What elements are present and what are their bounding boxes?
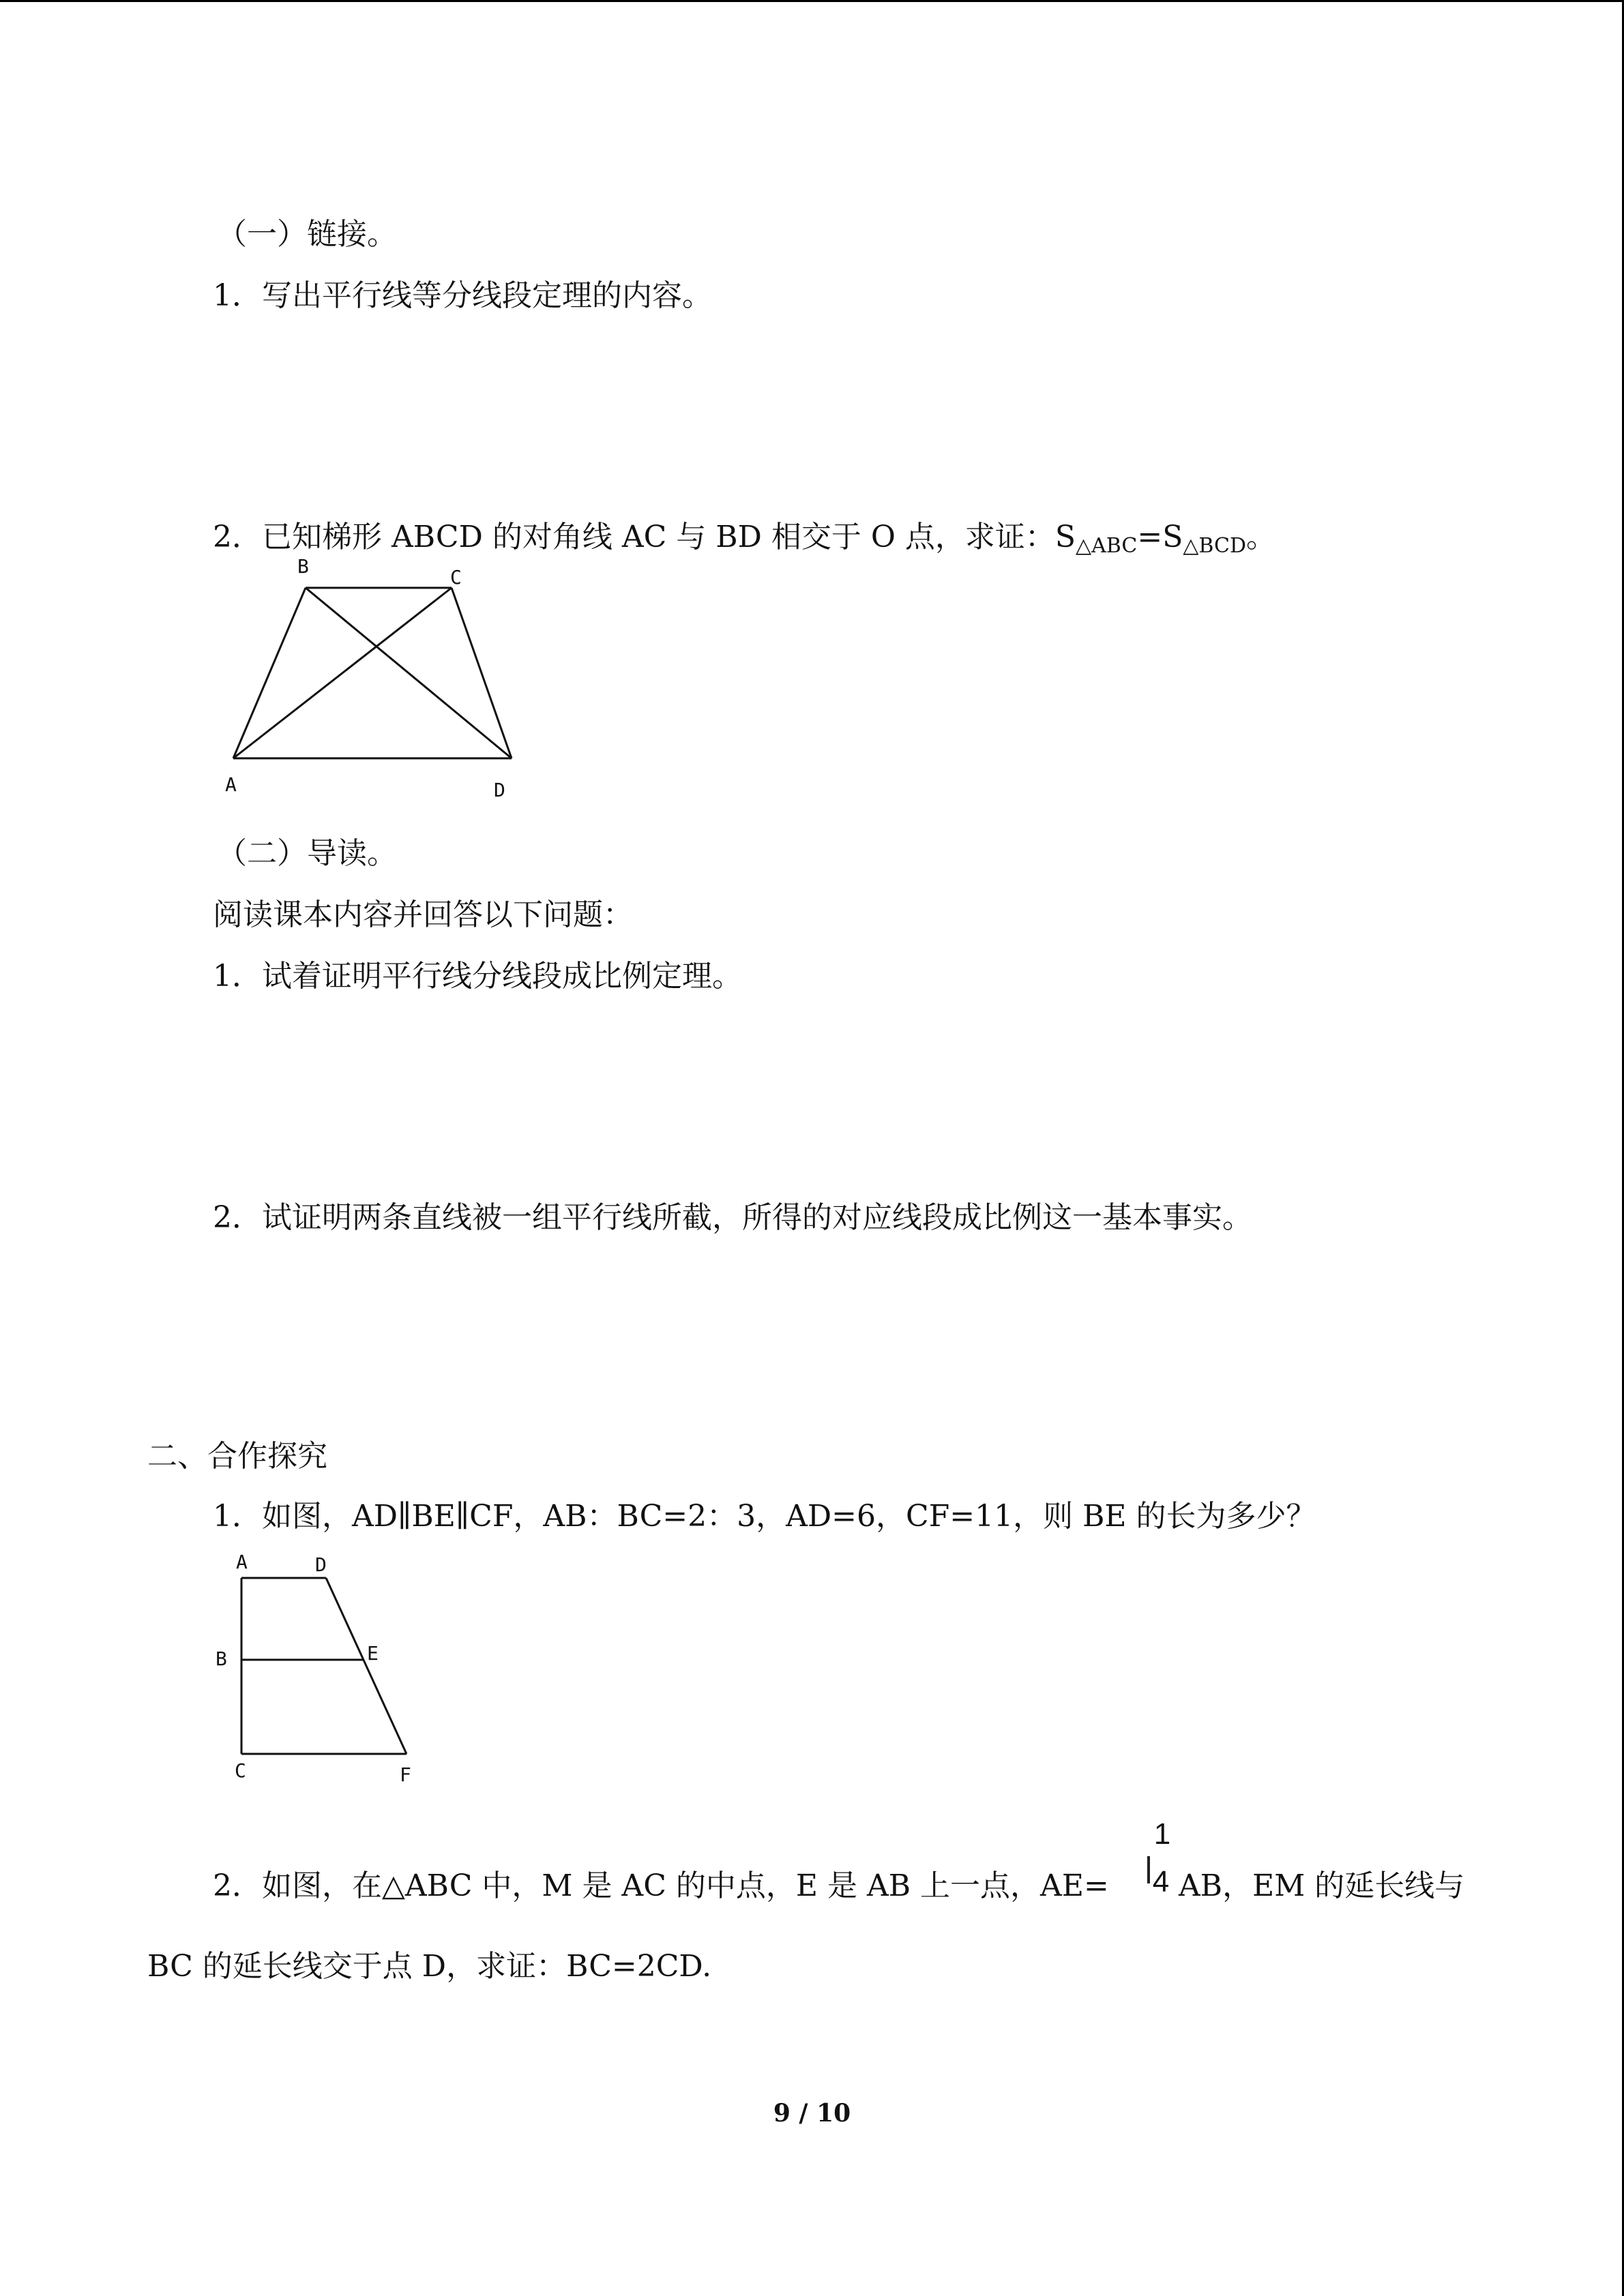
question-2-2: 2．试证明两条直线被一组平行线所截，所得的对应线段成比例这一基本事实。 bbox=[213, 1200, 1252, 1235]
subscript-bcd: △BCD bbox=[1183, 534, 1247, 558]
question-3-2-line2: BC 的延长线交于点 D，求证：BC=2CD. bbox=[147, 1949, 712, 1984]
label-d: D bbox=[494, 779, 505, 801]
label-d2: D bbox=[315, 1553, 327, 1576]
parallel-lines-figure bbox=[211, 1548, 430, 1793]
question-3-2-line1-b: AB，EM 的延长线与 bbox=[1179, 1868, 1465, 1903]
question-3-1: 1．如图，AD∥BE∥CF，AB：BC=2：3，AD=6，CF=11，则 BE 的长为多少？ bbox=[213, 1499, 1316, 1534]
fraction-numerator: 1 bbox=[1153, 1817, 1171, 1851]
question-1-2-equals: =S bbox=[1137, 520, 1183, 554]
question-1-1: 1．写出平行线等分线段定理的内容。 bbox=[213, 278, 712, 313]
question-1-2-text: 2．已知梯形 ABCD 的对角线 AC 与 BD 相交于 O 点，求证：S bbox=[213, 520, 1076, 554]
part-heading-cooperation: 二、合作探究 bbox=[147, 1439, 327, 1474]
page-number: 9 / 10 bbox=[773, 2099, 851, 2128]
label-b2: B bbox=[216, 1648, 227, 1670]
label-b: B bbox=[297, 555, 309, 578]
trapezoid-figure bbox=[211, 552, 539, 805]
line-df bbox=[326, 1578, 407, 1754]
label-a: A bbox=[225, 773, 237, 796]
fraction-denominator: 4 bbox=[1152, 1865, 1170, 1898]
label-c: C bbox=[450, 566, 462, 588]
section-heading-guide: （二）导读。 bbox=[217, 836, 397, 871]
section-heading-link: （一）链接。 bbox=[217, 217, 397, 252]
label-c2: C bbox=[235, 1759, 246, 1782]
top-border bbox=[0, 0, 1624, 2]
side-ab bbox=[233, 588, 306, 758]
question-2-1: 1．试着证明平行线分线段成比例定理。 bbox=[213, 959, 742, 994]
question-1-2-end: 。 bbox=[1246, 520, 1277, 554]
subscript-abc: △ABC bbox=[1076, 534, 1138, 558]
label-e2: E bbox=[367, 1642, 379, 1665]
label-f2: F bbox=[400, 1763, 411, 1786]
label-a2: A bbox=[236, 1551, 248, 1573]
diagonal-ac bbox=[233, 588, 452, 758]
reading-intro: 阅读课本内容并回答以下问题： bbox=[213, 897, 633, 932]
question-3-2-line1-a: 2．如图，在△ABC 中，M 是 AC 的中点，E 是 AB 上一点，AE= bbox=[213, 1868, 1109, 1903]
